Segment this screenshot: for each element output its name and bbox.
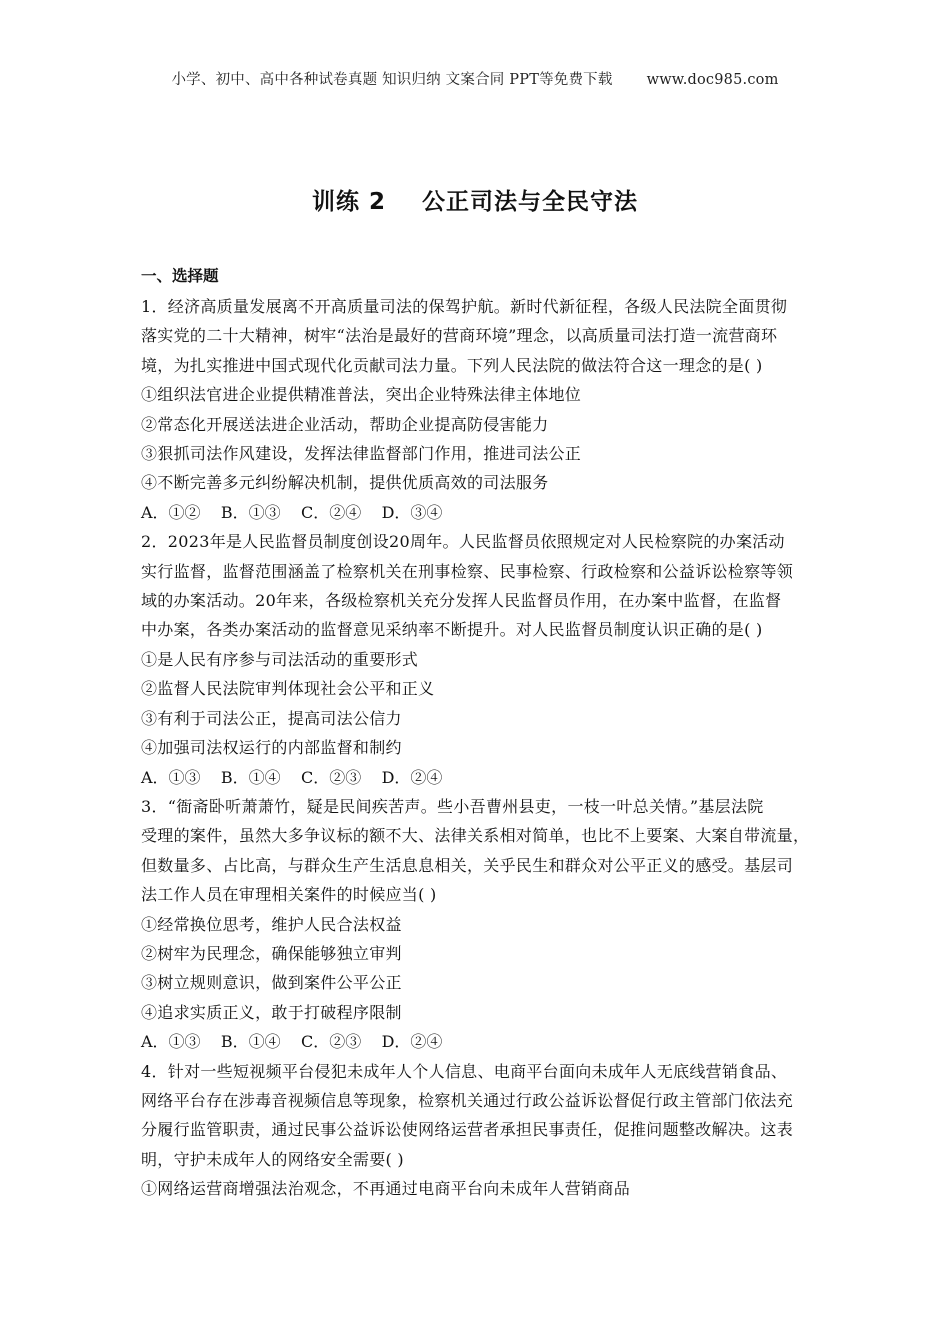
question-stem-line: 域的办案活动。20年来，各级检察机关充分发挥人民监督员作用，在办案中监督，在监督 <box>141 591 782 611</box>
option-statement: ③狠抓司法作风建设，发挥法律监督部门作用，推进司法公正 <box>141 444 582 464</box>
option-statement: ①经常换位思考，维护人民合法权益 <box>141 914 402 934</box>
option-statement: ②常态化开展送法进企业活动，帮助企业提高防侵害能力 <box>141 414 549 434</box>
option-statement: ①网络运营商增强法治观念，不再通过电商平台向未成年人营销商品 <box>141 1179 631 1199</box>
question-stem-line: 2．2023年是人民监督员制度创设20周年。人民监督员依照规定对人民检察院的办案活动 <box>141 532 785 552</box>
option-statement: ④不断完善多元纠纷解决机制，提供优质高效的司法服务 <box>141 473 549 493</box>
question-stem-line: 明，守护未成年人的网络安全需要( ) <box>141 1149 404 1169</box>
question-stem-line: 受理的案件，虽然大多争议标的额不大、法律关系相对简单，也比不上要案、大案自带流量， <box>141 826 810 846</box>
answer-choices: A．①② B．①③ C．②④ D．③④ <box>141 502 443 522</box>
question-stem-line: 4．针对一些短视频平台侵犯未成年人个人信息、电商平台面向未成年人无底线营销食品、 <box>141 1061 788 1081</box>
question-stem-line: 1．经济高质量发展离不开高质量司法的保驾护航。新时代新征程，各级人民法院全面贯彻 <box>141 297 788 316</box>
page-title: 训练 2 公正司法与全民守法 <box>311 189 639 215</box>
question-list <box>141 263 831 1204</box>
question-stem-line: 境，为扎实推进中国式现代化贡献司法力量。下列人民法院的做法符合这一理念的是( ) <box>141 355 763 375</box>
option-statement: ①是人民有序参与司法活动的重要形式 <box>141 649 419 669</box>
answer-choices: A．①③ B．①④ C．②③ D．②④ <box>141 1032 443 1052</box>
answer-choices: A．①③ B．①④ C．②③ D．②④ <box>141 767 443 787</box>
option-statement: ④追求实质正义，敢于打破程序限制 <box>141 1002 402 1022</box>
page-header <box>0 68 950 89</box>
question-stem-line: 法工作人员在审理相关案件的时候应当( ) <box>141 885 437 905</box>
option-statement: ②监督人民法院审判体现社会公平和正义 <box>141 679 435 699</box>
header-text: 小学、初中、高中各种试卷真题 知识归纳 文案合同 PPT等免费下载 <box>171 72 613 88</box>
question-2 <box>141 527 831 792</box>
header-site: www.doc985.com <box>646 72 779 88</box>
question-stem-line: 落实党的二十大精神，树牢“法治是最好的营商环境”理念，以高质量司法打造一流营商环 <box>141 326 778 346</box>
option-statement: ②树牢为民理念，确保能够独立审判 <box>141 943 402 963</box>
option-statement: ①组织法官进企业提供精准普法，突出企业特殊法律主体地位 <box>141 385 582 405</box>
option-statement: ③有利于司法公正，提高司法公信力 <box>141 708 402 728</box>
question-3 <box>141 792 831 1057</box>
question-4 <box>141 1057 831 1204</box>
question-stem-line: 实行监督，监督范围涵盖了检察机关在刑事检察、民事检察、行政检察和公益诉讼检察等领 <box>141 561 794 581</box>
question-stem-line: 中办案，各类办案活动的监督意见采纳率不断提升。对人民监督员制度认识正确的是( ) <box>141 620 763 640</box>
question-1 <box>141 292 831 527</box>
section-heading: 一、选择题 <box>141 267 219 285</box>
question-stem-line: 分履行监管职责，通过民事公益诉讼使网络运营者承担民事责任，促推问题整改解决。这表 <box>141 1120 794 1140</box>
question-stem-line: 但数量多、占比高，与群众生产生活息息相关，关乎民生和群众对公平正义的感受。基层司 <box>141 855 794 875</box>
option-statement: ④加强司法权运行的内部监督和制约 <box>141 738 402 758</box>
question-stem-line: 3．“衙斋卧听萧萧竹，疑是民间疾苦声。些小吾曹州县吏，一枝一叶总关情。”基层法院 <box>141 796 764 816</box>
option-statement: ③树立规则意识，做到案件公平公正 <box>141 973 402 993</box>
question-stem-line: 网络平台存在涉毒音视频信息等现象，检察机关通过行政公益诉讼督促行政主管部门依法充 <box>141 1090 794 1110</box>
